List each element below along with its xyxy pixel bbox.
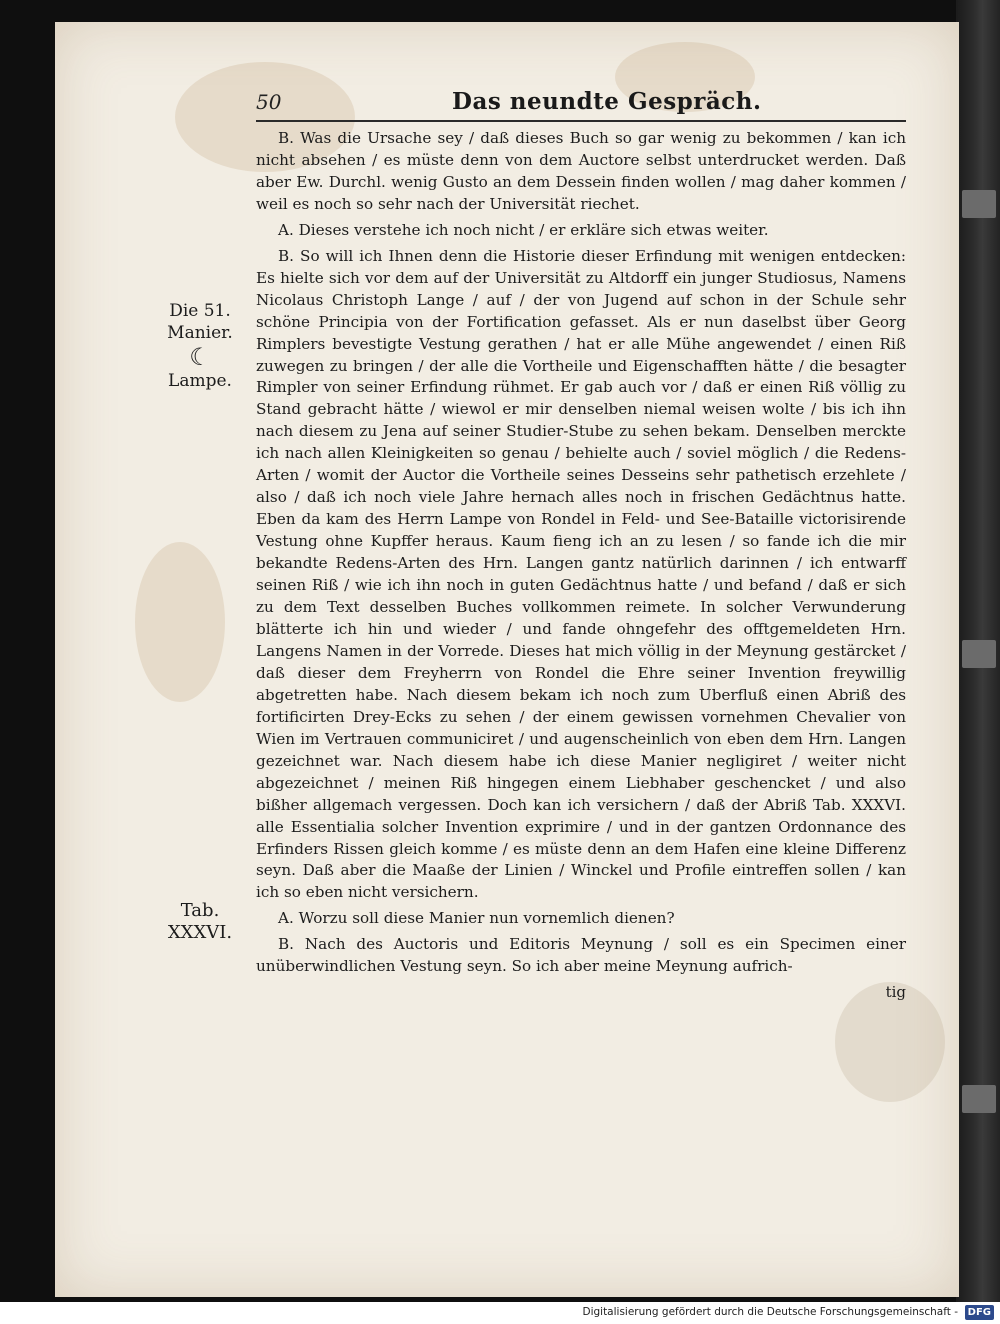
paragraph: B. Nach des Auctoris und Editoris Meynung / soll es ein Specimen einer unüberwindlichen Vestung seyn. So ich aber meine Meynung aufrich- xyxy=(256,935,906,976)
funding-credit: Digitalisierung gefördert durch die Deutsche Forschungsgemeinschaft - xyxy=(582,1306,958,1318)
body-text xyxy=(256,128,906,1004)
spine-band xyxy=(962,190,996,218)
paragraph: A. Dieses verstehe ich noch nicht / er erkläre sich etwas weiter. xyxy=(278,220,769,239)
margin-note-line: XXXVI. xyxy=(167,922,233,943)
paragraph: B. Was die Ursache sey / daß dieses Buch so gar wenig zu bekommen / kan ich nicht absehen / es müste denn von dem Auctore selbst unterdrucket werden. Daß aber Ew. Durchl. wenig Gusto an dem Dessein finden wollen / mag daher kommen / weil es noch so sehr nach der Universität riechet. xyxy=(256,129,906,213)
moon-symbol: ☾ xyxy=(189,343,211,371)
running-head xyxy=(256,88,906,122)
margin-note-line: Lampe. xyxy=(168,371,232,391)
paragraph: B. So will ich Ihnen denn die Historie dieser Erfindung mit wenigen entdecken: Es hielte sich vor dem auf der Universität zu Altdorff ein junger Studiosus, Namens Nicolaus Christoph Lange / auf / der von Jugend auf schon in der Schule sehr schöne Principia von der Fortification gefasset. Als er nun daselbst über Georg Rimplers bevestigte Vestung gerathen / hat er alle Mühe angewendet / einen Riß zuwegen zu bringen / der alle die Vortheile und Eigenschafften hätte / die besagter Rimpler von seiner Erfindung rühmet. Er gab auch vor / daß er einen Riß völlig zu Stand gebracht hätte / wiewol er mir denselben niemal weisen wolte / bis ich ihn nach diesem zu Jena auf seiner Studier-Stube zu sehen bekam. Denselben merckte ich nach allen Kleinigkeiten so genau / behielte auch / soviel möglich / die Redens-Arten / womit der Auctor die Vortheile seines Desseins sehr pathetisch erzehlete / also / daß ich noch viele Jahre hernach alles noch in frischen Gedächtnus hatte. Eben da kam des Herrn Lampe von Rondel in Feld- und See-Bataille victorisirende Vestung ohne Kupffer heraus. Kaum fieng ich an zu lesen / so fande ich die mir bekandte Redens-Arten des Hrn. Langen gantz natürlich darinnen / ich entwarff seinen Riß / wie ich ihn noch in guten Gedächtnus hatte / und befand / daß er sich zu dem Text desselben Buches vollkommen reimete. In solcher Verwunderung blätterte ich hin und wieder / und fande ohngefehr des offtgemeldeten Hrn. Langens Namen in der Vorrede. Dieses hat mich völlig in der Meynung gestärcket / daß dieser dem Freyherrn von Rondel die Ehre seiner Invention freywillig abgetretten habe. Nach diesem bekam ich noch zum Uberfluß einen Abriß des fortificirten Drey-Ecks zu sehen / der einem gewissen vornehmen Chevalier von Wien im Vertrauen communiciret / und augenscheinlich von eben dem Hrn. Langen gezeichnet war. Nach diesem habe ich diese Manier negligiret / weiter nicht abgezeichnet / meinen Riß hingegen einem Liebhaber geschencket / und also bißher allgemach vergessen. Doch kan ich versichern / daß der Abriß Tab. XXXVI. alle Essentialia solcher Invention exprimire / und in der gantzen Ordonnance des Erfinders Rissen gleich komme / es müste denn an dem Hafen eine kleine Differenz seyn. Daß aber die Maaße der Linien / Winckel und Profile eintreffen sollen / kan ich so eben nicht versichern. xyxy=(256,246,906,902)
catchword: tig xyxy=(885,983,906,1002)
margin-note-manner xyxy=(150,300,250,392)
header-rule xyxy=(256,120,906,122)
running-title: Das neundte Gespräch. xyxy=(452,88,762,115)
margin-note-line: Manier. xyxy=(167,323,233,343)
spine-band xyxy=(962,640,996,668)
margin-note-table xyxy=(150,900,250,944)
paragraph: A. Worzu soll diese Manier nun vornemlich dienen? xyxy=(278,909,675,928)
dfg-logo-icon: DFG xyxy=(965,1305,994,1320)
page-number: 50 xyxy=(256,90,282,114)
spine-band xyxy=(962,1085,996,1113)
margin-note-line: Tab. xyxy=(180,900,220,921)
paper-stain xyxy=(135,542,225,702)
book-spine xyxy=(956,0,1000,1302)
margin-note-line: Die 51. xyxy=(169,301,231,321)
footer-bar xyxy=(0,1302,1000,1324)
